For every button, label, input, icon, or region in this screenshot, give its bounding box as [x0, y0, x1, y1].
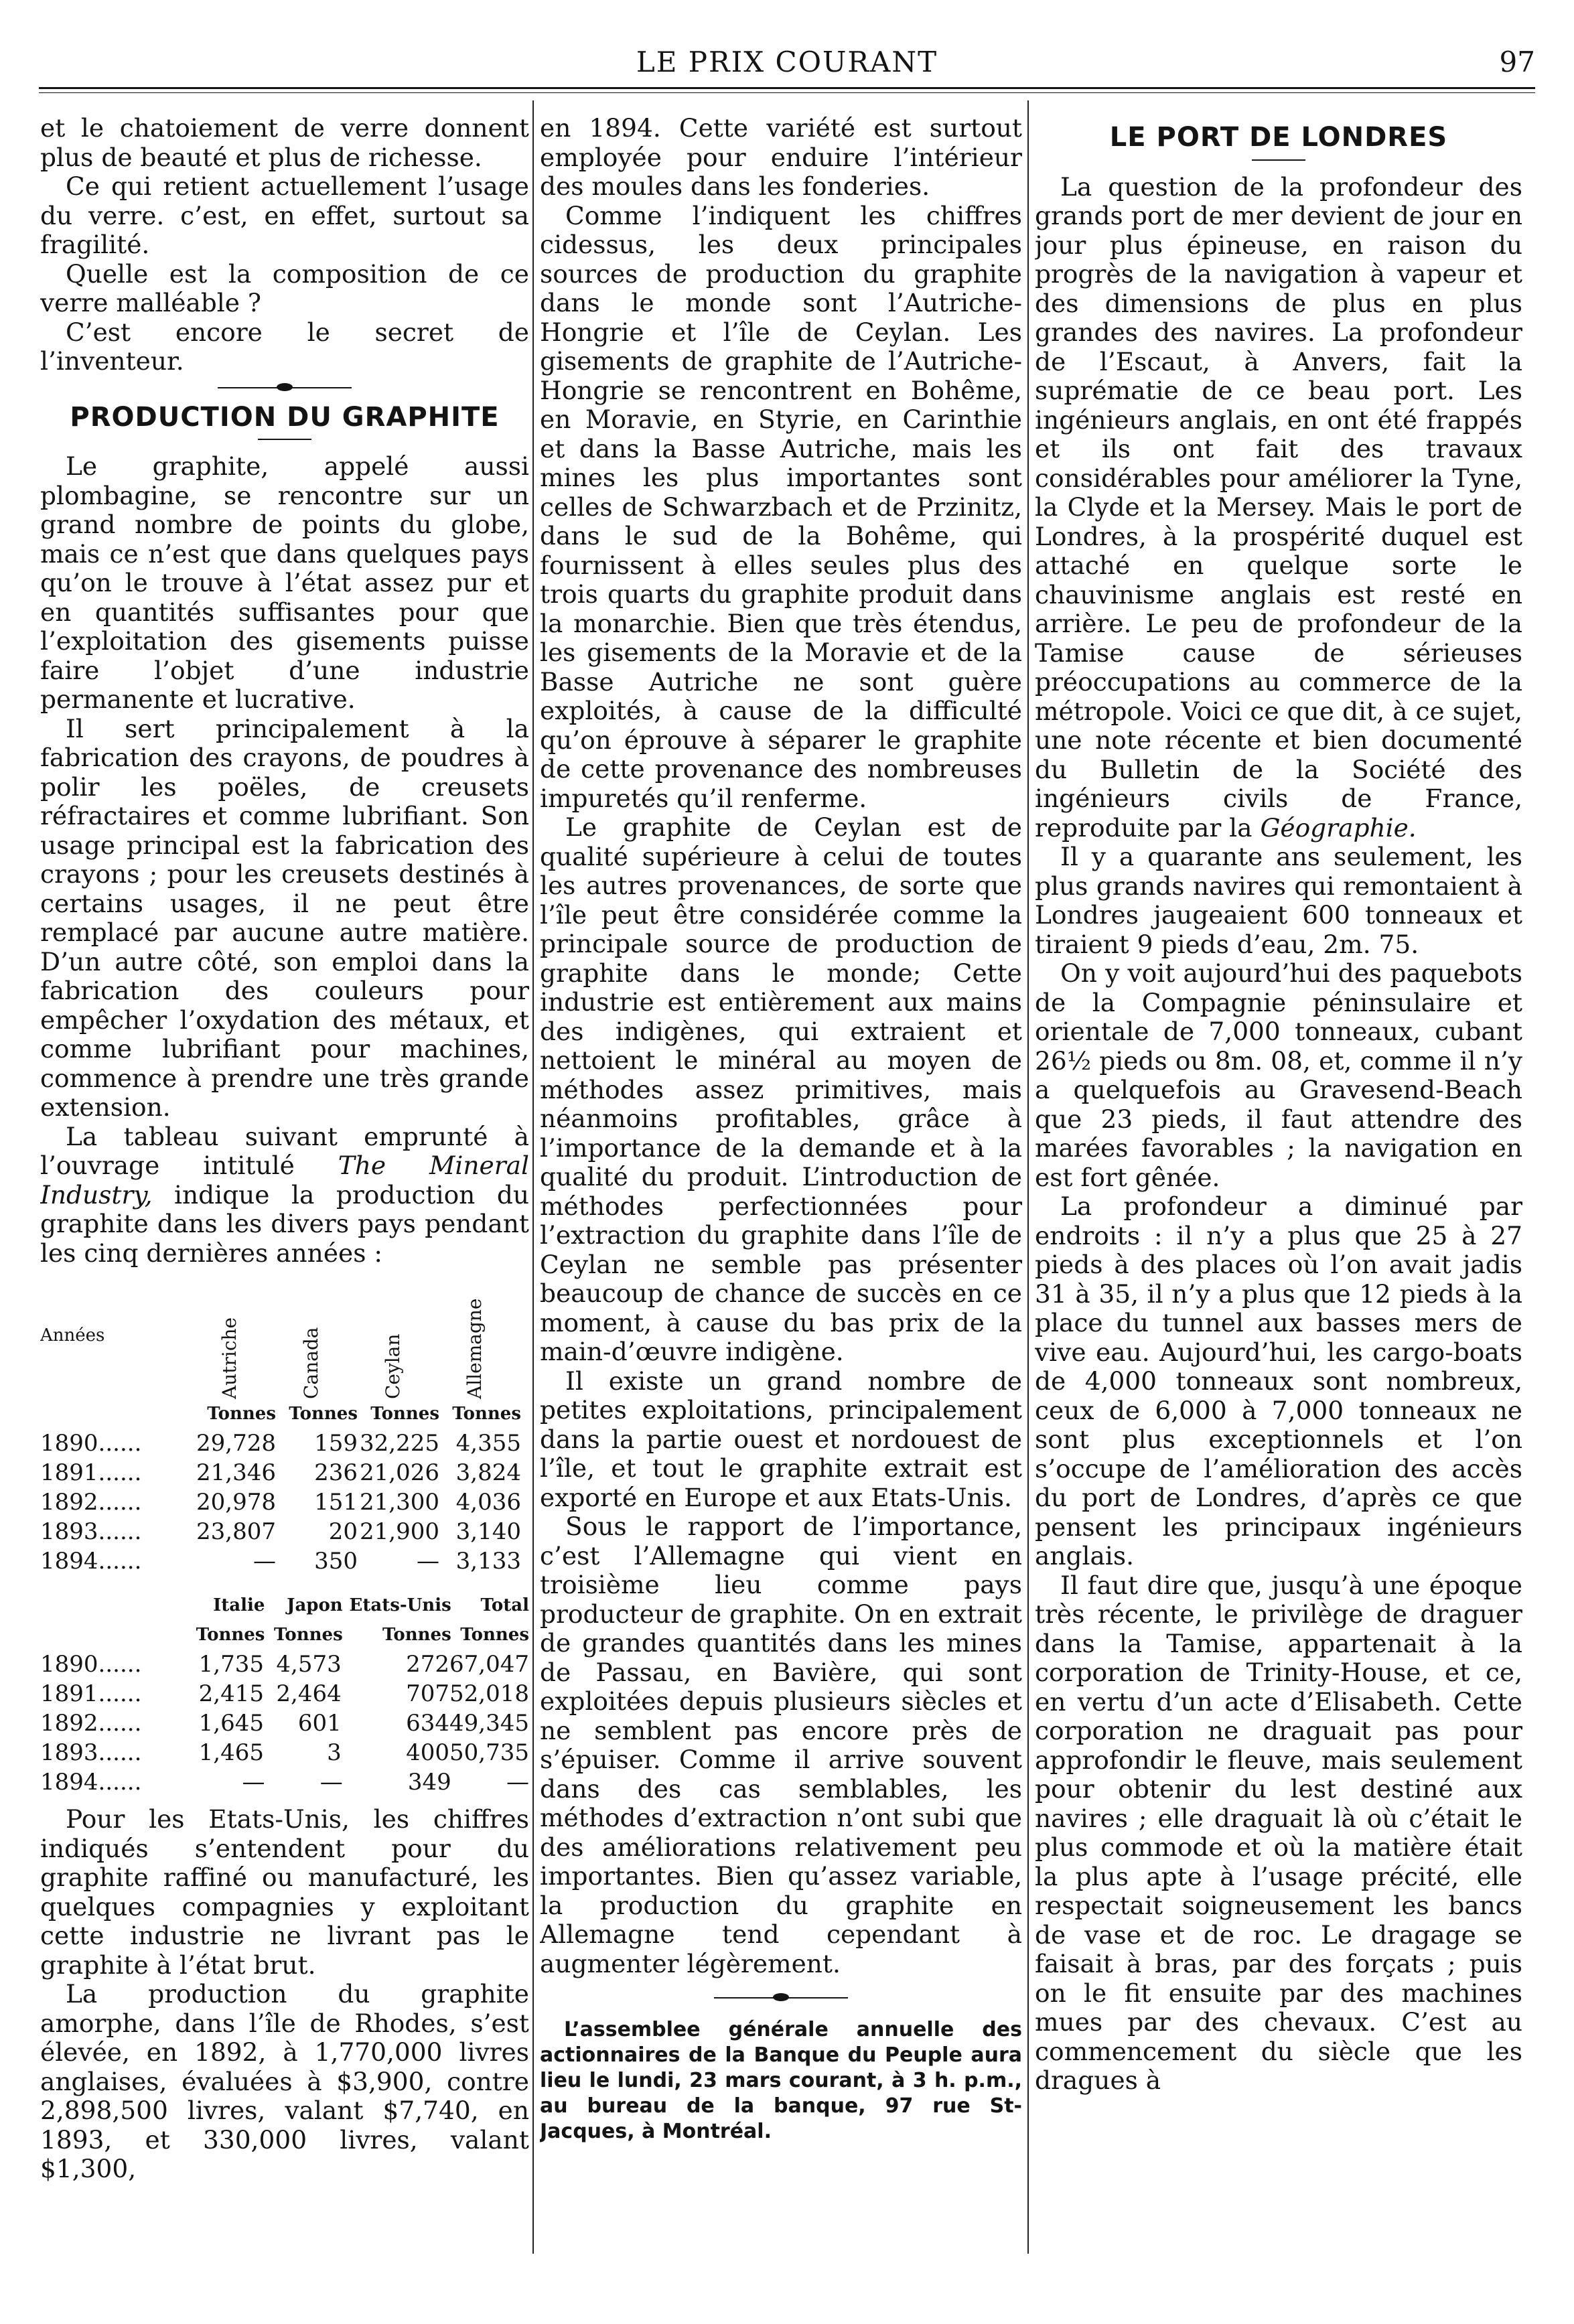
header-rule-thick [39, 87, 1535, 89]
text-run: La tableau suivant emprunté à l’ouvrage intitulé [40, 1121, 529, 1180]
paragraph: en 1894. Cette variété est surtout employée pour enduire l’intérieur des moules dans les fonderies. [540, 114, 1022, 201]
table-cell: 4,573 [276, 1651, 342, 1678]
paragraph: Il y a quarante ans seulement, les plus grands navires qui remontaient à Londres jaugeaient 600 tonneaux et tiraient 9 pieds d’eau, 2m. 75. [1035, 842, 1522, 959]
table-cell: 159 [314, 1430, 358, 1457]
paragraph [40, 1122, 529, 1268]
row-year: 1894...... [40, 1769, 142, 1796]
column-1 [40, 114, 529, 2264]
table-header-row [40, 1272, 529, 1399]
text-run: indique la production du graphite dans les divers pays pendant les cinq dernières années : [40, 1179, 529, 1268]
column-3 [1035, 114, 1522, 2264]
table-cell: — [253, 1548, 276, 1575]
graphite-production-table-2 [40, 1591, 529, 1797]
section-title-graphite: PRODUCTION DU GRAPHITE [70, 401, 500, 433]
table-cell: — [242, 1769, 265, 1796]
column-divider-1 [532, 100, 534, 2254]
table-cell: 1,735 [198, 1651, 264, 1678]
unit-label: Tonnes [207, 1404, 276, 1424]
row-year: 1891...... [40, 1459, 142, 1486]
column-2 [540, 114, 1022, 2264]
table-cell: 3,140 [455, 1518, 521, 1545]
table-cell: 3,824 [455, 1459, 521, 1486]
table-cell: 52,018 [449, 1680, 529, 1707]
unit-label: Tonnes [452, 1404, 521, 1424]
column-header: Etats-Unis [349, 1595, 451, 1615]
table-cell: — [319, 1769, 343, 1796]
row-year: 1892...... [40, 1710, 142, 1737]
table-row [40, 1679, 529, 1709]
row-year: 1890...... [40, 1651, 142, 1678]
table-row [40, 1709, 529, 1738]
row-year: 1893...... [40, 1739, 142, 1766]
row-year: 1894...... [40, 1548, 142, 1575]
unit-label: Tonnes [370, 1404, 439, 1424]
table-cell: 272 [406, 1651, 450, 1678]
section-divider [714, 1990, 848, 2005]
column-header [358, 1272, 439, 1399]
page-number: 97 [1499, 46, 1535, 78]
table-cell: 1,645 [198, 1710, 264, 1737]
paragraph [1035, 173, 1522, 843]
paragraph: La production du graphite amorphe, dans l’île de Rhodes, s’est élevée, en 1892, à 1,770,000 livres anglaises, évaluées à $3,900, contre 2,898,500 livres, valant $7,740, en 1893, et 330,000 livres, valant $1,300, [40, 1979, 529, 2183]
paragraph: Ce qui retient actuellement l’usage du verre. c’est, en effet, surtout sa fragilité. [40, 171, 529, 259]
table-cell: 4,355 [455, 1430, 521, 1457]
column-header: Japon [287, 1595, 343, 1615]
unit-label: Tonnes [274, 1625, 343, 1645]
paragraph: Le graphite de Ceylan est de qualité supérieure à celui de toutes les autres provenances, de sorte que l’île peut être considérée comme la principale source de production de graphite dans le monde; Cette industrie est entièrement aux mains des indigènes, qui extraient et nettoient le minéral au moyen de méthodes assez primitives, mais néanmoins profitables, grâce à l’importance de la demande et à la qualité du produit. L’introduction de méthodes perfectionnées pour l’extraction du graphite dans l’île de Ceylan ne semble pas présenter beaucoup de chance de succès en ce moment, à cause du bas prix de la main-d’œuvre indigène. [540, 812, 1022, 1366]
column-header-label: Autriche [218, 1317, 240, 1399]
table-row [40, 1767, 529, 1797]
table-cell: 20,978 [196, 1489, 276, 1516]
table-cell: 634 [406, 1710, 450, 1737]
column-header: Total [480, 1595, 529, 1615]
unit-label: Tonnes [196, 1625, 265, 1645]
table-cell: 21,300 [360, 1489, 439, 1516]
table-cell: 32,225 [360, 1430, 439, 1457]
paragraph: C’est encore le secret de l’inventeur. [40, 317, 529, 376]
table-cell: 67,047 [449, 1651, 529, 1678]
table-cell: 2,415 [198, 1680, 264, 1707]
table-cell: 21,026 [360, 1459, 439, 1486]
paragraph: Il faut dire que, jusqu’à une époque très récente, le privilège de draguer dans la Tamise, appartenait à la corporation de Trinity-House, et ce, en vertu d’un acte d’Elisabeth. Cette corporation ne draguait pas pour approfondir le fleuve, mais seulement pour obtenir du lest destiné aux navires ; elle draguait là où c’était le plus commode et où la matière était la plus apte à l’usage précité, elle respectait soigneusement les bancs de vase et de roc. Le dragage se faisait à bras, par des forçats ; puis on le fit ensuite par des machines mues par des chevaux. C’est au commencement du siècle que les dragues à [1035, 1570, 1522, 2095]
journal-name: Géographie. [1260, 812, 1417, 843]
paragraph: Il existe un grand nombre de petites exploitations, principalement dans la partie ouest et nordouest de l’île, et tout le graphite extrait est exporté en Europe et aux Etats-Unis. [540, 1366, 1022, 1512]
title-underline [258, 439, 311, 440]
table-cell: — [506, 1769, 529, 1796]
header-rule-thin [39, 92, 1535, 93]
paragraph: Le graphite, appelé aussi plombagine, se rencontre sur un grand nombre de points du globe, mais ce n’est que dans quelques pays qu’on le trouve à l’état assez pur et en quantités suffisantes pour que l’exploitation des gisements puisse faire l’objet d’une industrie permanente et lucrative. [40, 451, 529, 714]
unit-label: Tonnes [289, 1404, 358, 1424]
table-cell: 3,133 [455, 1548, 521, 1575]
book-title: The Mineral Industry, [40, 1151, 529, 1210]
table-row [40, 1650, 529, 1679]
table-cell: 20 [328, 1518, 358, 1545]
table-cell: 707 [406, 1680, 450, 1707]
column-header [276, 1272, 358, 1399]
row-year: 1890...... [40, 1430, 142, 1457]
table-cell: 400 [406, 1739, 450, 1766]
table-cell: 21,900 [360, 1518, 439, 1545]
table-cell: 236 [314, 1459, 358, 1486]
table-row [40, 1738, 529, 1767]
text-run: La question de la profondeur des grands port de mer devient de jour en jour plus épineuse, en raison du progrès de la navigation à vapeur et des dimensions de plus en plus grandes des navires. La profondeur de l’Escaut, à Anvers, fait la suprématie de ce beau port. Les ingénieurs anglais, en ont été frappés et ils ont fait des travaux considérables pour améliorer la Tyne, la Clyde et la Mersey. Mais le port de Londres, à la prospérité duquel est attaché en quelque sorte le chauvinisme anglais est resté en arrière. Le peu de profondeur de la Tamise cause de sérieuses préoccupations au commerce de la métropole. Voici ce que dit, à ce sujet, une note récente et bien documenté du Bulletin de la Société des ingénieurs civils de France, reproduite par la [1035, 171, 1522, 843]
table-cell: 50,735 [449, 1739, 529, 1766]
row-year: 1891...... [40, 1680, 142, 1707]
year-header: Années [40, 1325, 105, 1346]
column-header [194, 1272, 276, 1399]
paragraph: et le chatoiement de verre donnent plus de beauté et plus de richesse. [40, 114, 529, 172]
paragraph: Quelle est la composition de ce verre malléable ? [40, 259, 529, 317]
column-header: Italie [213, 1595, 265, 1615]
table-cell: 349 [407, 1769, 451, 1796]
column-header-label: Allemagne [463, 1298, 486, 1399]
table-cell: 49,345 [449, 1710, 529, 1737]
journal-title: LE PRIX COURANT [636, 46, 938, 78]
table-cell: 3 [327, 1739, 342, 1766]
section-divider [218, 380, 352, 395]
table-cell: 4,036 [455, 1489, 521, 1516]
unit-label: Tonnes [382, 1625, 451, 1645]
table-row [40, 1429, 529, 1458]
table-header-row [40, 1591, 529, 1620]
table-row [40, 1487, 529, 1517]
bank-meeting-notice [540, 2017, 1022, 2145]
title-underline [1252, 159, 1305, 161]
table-cell: 29,728 [196, 1430, 276, 1457]
table-cell: 23,807 [196, 1518, 276, 1545]
table-row [40, 1546, 529, 1576]
paragraph: On y voit aujourd’hui des paquebots de la Compagnie péninsulaire et orientale de 7,000 tonneaux, cubant 26½ pieds ou 8m. 08, et, comme il n’y a quelquefois au Gravesend-Beach que 23 pieds, il faut attendre des marées favorables ; la navigation en est fort gênée. [1035, 958, 1522, 1192]
table-cell: 21,346 [196, 1459, 276, 1486]
unit-row [40, 1399, 529, 1429]
paragraph: Comme l’indiquent les chiffres cidessus, les deux principales sources de production du graphite dans le monde sont l’Autriche-Hongrie et l’île de Ceylan. Les gisements de graphite de l’Autriche-Hongrie se rencontrent en Bohême, en Moravie, en Styrie, en Carinthie et dans la Basse Autriche, mais les mines les plus importantes sont celles de Schwarzbach et de Przinitz, dans le sud de la Bohême, qui fournissent à elles seules plus des trois quarts du graphite produit dans la monarchie. Bien que très étendus, les gisements de la Moravie et de la Basse Autriche ne sont guère exploités, à cause de la difficulté qu’on éprouve à séparer le graphite de cette provenance des nombreuses impuretés qu’il renferme. [540, 200, 1022, 813]
paragraph: Il sert principalement à la fabrication des crayons, de poudres à polir les poëles, de creusets réfractaires et comme lubrifiant. Son usage principal est la fabrication des crayons ; pour les creusets destinés à certains usages, il ne peut être remplacé par aucune autre matière. D’un autre côté, son emploi dans la fabrication des couleurs pour empêcher l’oxydation des métaux, et comme lubrifiant pour machines, commence à prendre une très grande extension. [40, 713, 529, 1122]
column-header-label: Canada [300, 1327, 322, 1399]
paragraph: Sous le rapport de l’importance, c’est l’Allemagne qui vient en troisième lieu comme pays producteur de graphite. On en extrait de grandes quantités dans les mines de Passau, en Bavière, qui sont exploitées depuis plusieurs siècles et ne semblent pas encore près de s’épuiser. Comme il arrive souvent dans des cas semblables, les méthodes d’extraction n’ont subi que des améliorations relativement peu importantes. Bien qu’assez variable, la production du graphite en Allemagne tend cependant à augmenter légèrement. [540, 1512, 1022, 1978]
section-title-port: LE PORT DE LONDRES [1109, 122, 1448, 153]
column-header-label: Ceylan [382, 1333, 404, 1399]
unit-label: Tonnes [460, 1625, 529, 1645]
row-year: 1893...... [40, 1518, 142, 1545]
table-row [40, 1458, 529, 1487]
table-row [40, 1517, 529, 1546]
page-header [39, 42, 1535, 82]
paragraph: Pour les Etats-Unis, les chiffres indiqués s’entendent pour du graphite raffiné ou manufacturé, les quelques compagnies y exploitant cette industrie ne livrant pas le graphite à l’état brut. [40, 1804, 529, 1980]
table-cell: 2,464 [276, 1680, 342, 1707]
table-cell: — [417, 1548, 439, 1575]
notice-text: L’assemblee générale annuelle des actionnaires de la Banque du Peuple aura lieu le lundi, 23 mars courant, à 3 h. p.m., au bureau de la banque, 97 rue St-Jacques, à Montréal. [540, 2018, 1022, 2143]
column-divider-2 [1027, 100, 1029, 2254]
table-cell: 601 [297, 1710, 342, 1737]
paragraph: La profondeur a diminué par endroits : il n’y a plus que 25 à 27 pieds à des places où l’on avait jadis 31 à 35, il n’y a plus que 12 pieds à la place du tunnel aux basses mers de vive eau. Aujourd’hui, les cargo-boats de 4,000 tonneaux sont nombreux, ceux de 6,000 à 7,000 tonneaux ne sont plus exceptionnels et l’on s’occupe de l’amélioration des accès du port de Londres, d’après ce que pensent les principaux ingénieurs anglais. [1035, 1191, 1522, 1571]
unit-row [40, 1620, 529, 1650]
row-year: 1892...... [40, 1489, 142, 1516]
column-header [439, 1272, 521, 1399]
table-cell: 1,465 [198, 1739, 264, 1766]
graphite-production-table-1 [40, 1272, 529, 1576]
table-cell: 350 [314, 1548, 358, 1575]
table-cell: 151 [314, 1489, 358, 1516]
